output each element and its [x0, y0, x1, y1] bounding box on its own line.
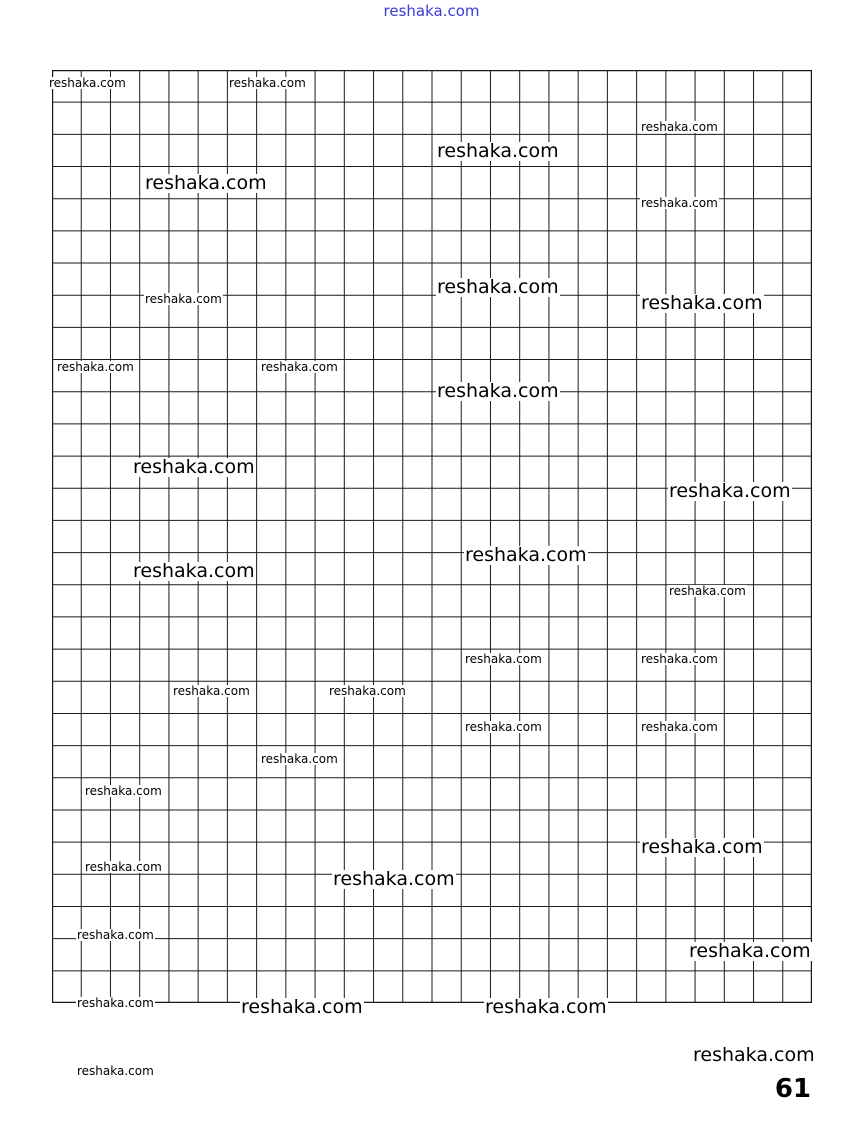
watermark: reshaka.com [437, 140, 559, 162]
header-site-link[interactable]: reshaka.com [383, 2, 480, 20]
watermark: reshaka.com [241, 996, 363, 1018]
watermark: reshaka.com [77, 928, 154, 942]
watermark: reshaka.com [145, 172, 267, 194]
watermark: reshaka.com [261, 360, 338, 374]
watermark: reshaka.com [641, 836, 763, 858]
watermark: reshaka.com [261, 752, 338, 766]
watermark: reshaka.com [77, 1064, 154, 1078]
watermark: reshaka.com [641, 196, 718, 210]
watermark: reshaka.com [693, 1044, 815, 1066]
watermark: reshaka.com [333, 868, 455, 890]
watermark: reshaka.com [329, 684, 406, 698]
watermark: reshaka.com [145, 292, 222, 306]
watermark: reshaka.com [437, 380, 559, 402]
watermark: reshaka.com [641, 292, 763, 314]
watermark: reshaka.com [641, 720, 718, 734]
watermark: reshaka.com [465, 544, 587, 566]
watermark: reshaka.com [641, 120, 718, 134]
watermark: reshaka.com [133, 560, 255, 582]
watermark: reshaka.com [669, 584, 746, 598]
watermark: reshaka.com [641, 652, 718, 666]
watermark: reshaka.com [669, 480, 791, 502]
watermark: reshaka.com [77, 996, 154, 1010]
watermark: reshaka.com [85, 860, 162, 874]
watermark: reshaka.com [465, 652, 542, 666]
watermark: reshaka.com [229, 76, 306, 90]
watermark: reshaka.com [85, 784, 162, 798]
watermark: reshaka.com [485, 996, 607, 1018]
watermark: reshaka.com [57, 360, 134, 374]
watermark: reshaka.com [689, 940, 811, 962]
page-number: 61 [774, 1074, 811, 1104]
watermark: reshaka.com [133, 456, 255, 478]
watermark: reshaka.com [173, 684, 250, 698]
watermark: reshaka.com [437, 276, 559, 298]
watermark: reshaka.com [49, 76, 126, 90]
watermark: reshaka.com [465, 720, 542, 734]
